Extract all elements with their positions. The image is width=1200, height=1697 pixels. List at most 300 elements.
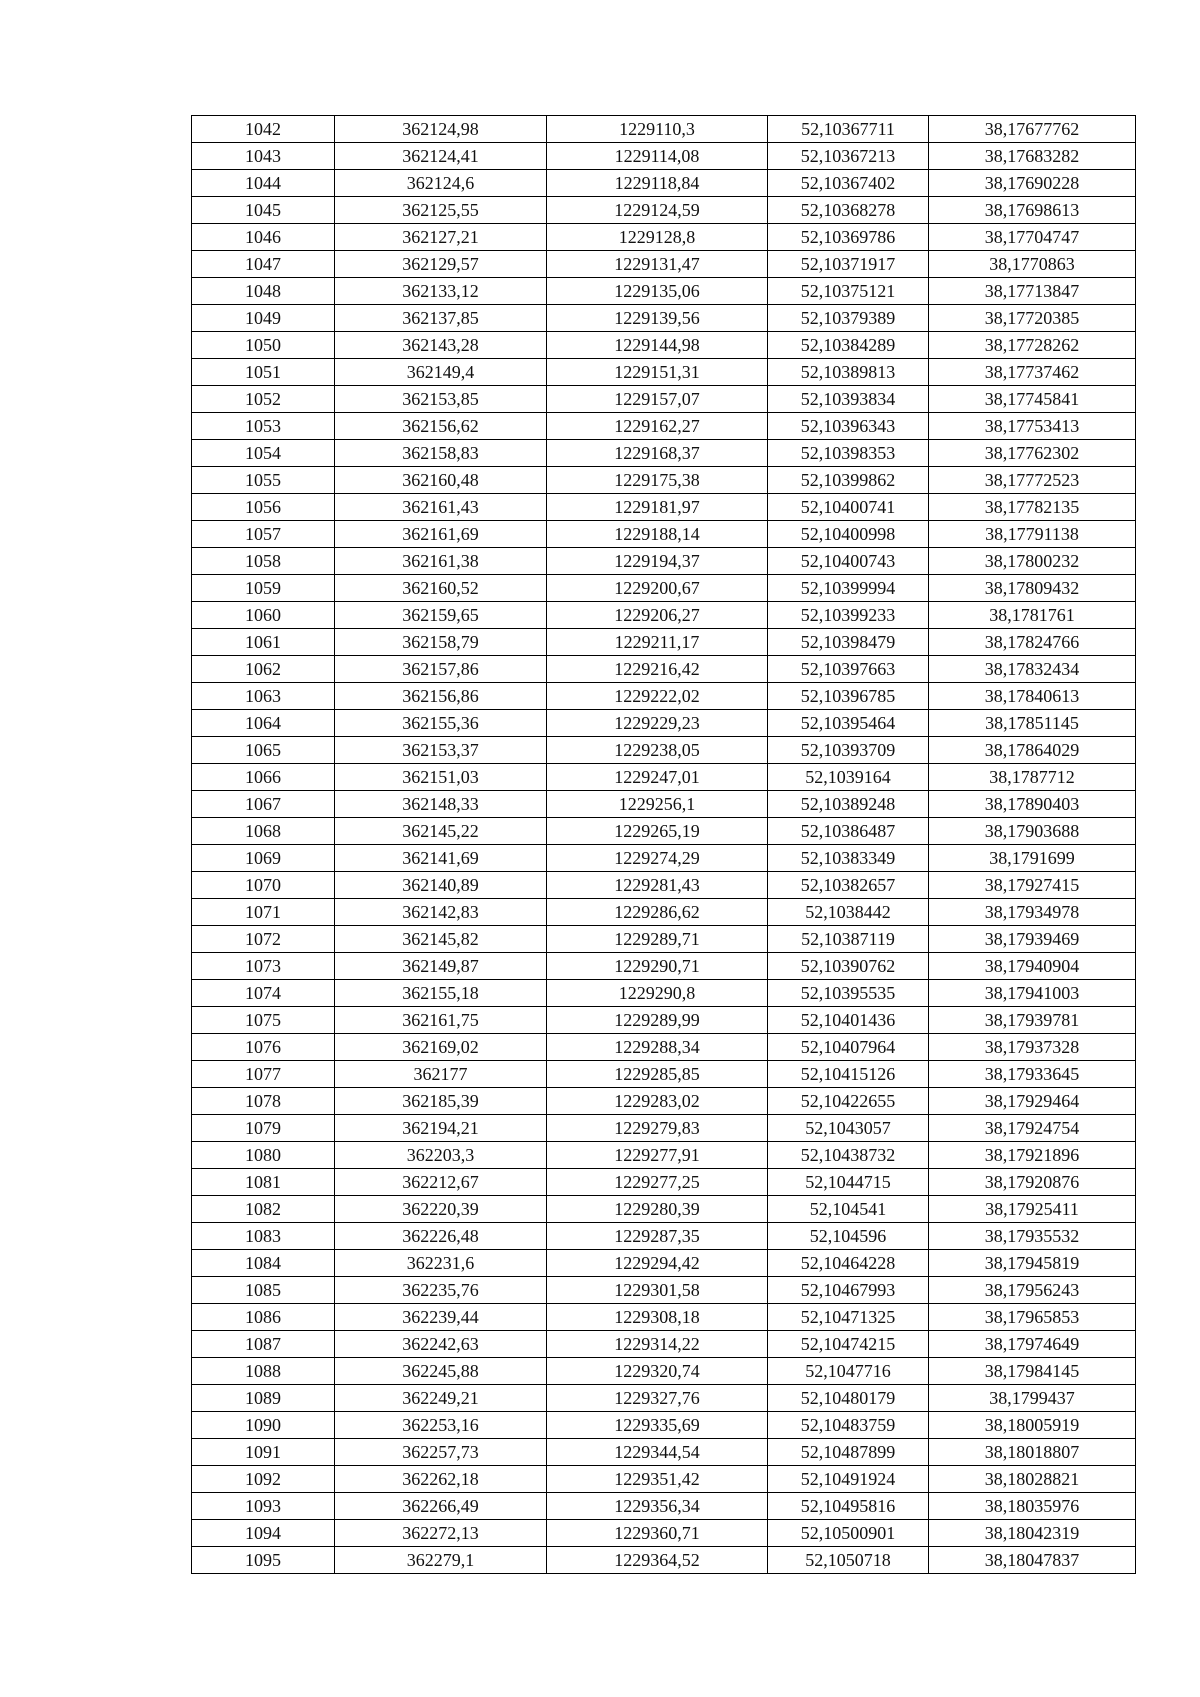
coordinates-table [191,115,1136,1574]
latitude-cell: 52,1050718 [768,1547,929,1574]
table-row [192,926,1136,953]
longitude-cell: 38,17704747 [929,224,1136,251]
point-number-cell: 1095 [192,1547,335,1574]
point-number-cell: 1058 [192,548,335,575]
point-number-cell: 1075 [192,1007,335,1034]
y-coordinate-cell: 1229308,18 [547,1304,768,1331]
table-row [192,1304,1136,1331]
table-row [192,332,1136,359]
longitude-cell: 38,17937328 [929,1034,1136,1061]
table-row [192,737,1136,764]
longitude-cell: 38,1791699 [929,845,1136,872]
latitude-cell: 52,10395535 [768,980,929,1007]
x-coordinate-cell: 362220,39 [335,1196,547,1223]
y-coordinate-cell: 1229135,06 [547,278,768,305]
point-number-cell: 1088 [192,1358,335,1385]
latitude-cell: 52,10474215 [768,1331,929,1358]
y-coordinate-cell: 1229162,27 [547,413,768,440]
longitude-cell: 38,17809432 [929,575,1136,602]
point-number-cell: 1052 [192,386,335,413]
longitude-cell: 38,1770863 [929,251,1136,278]
y-coordinate-cell: 1229344,54 [547,1439,768,1466]
point-number-cell: 1071 [192,899,335,926]
table-row [192,305,1136,332]
point-number-cell: 1050 [192,332,335,359]
table-row [192,980,1136,1007]
table-row [192,224,1136,251]
point-number-cell: 1067 [192,791,335,818]
point-number-cell: 1059 [192,575,335,602]
point-number-cell: 1066 [192,764,335,791]
longitude-cell: 38,17864029 [929,737,1136,764]
table-row [192,818,1136,845]
latitude-cell: 52,10389248 [768,791,929,818]
point-number-cell: 1074 [192,980,335,1007]
latitude-cell: 52,10487899 [768,1439,929,1466]
x-coordinate-cell: 362239,44 [335,1304,547,1331]
table-row [192,1520,1136,1547]
x-coordinate-cell: 362169,02 [335,1034,547,1061]
x-coordinate-cell: 362231,6 [335,1250,547,1277]
longitude-cell: 38,17974649 [929,1331,1136,1358]
x-coordinate-cell: 362129,57 [335,251,547,278]
x-coordinate-cell: 362262,18 [335,1466,547,1493]
table-row [192,143,1136,170]
latitude-cell: 52,10396343 [768,413,929,440]
longitude-cell: 38,17941003 [929,980,1136,1007]
point-number-cell: 1080 [192,1142,335,1169]
table-row [192,278,1136,305]
longitude-cell: 38,17939781 [929,1007,1136,1034]
point-number-cell: 1043 [192,143,335,170]
table-row [192,1358,1136,1385]
x-coordinate-cell: 362127,21 [335,224,547,251]
y-coordinate-cell: 1229290,71 [547,953,768,980]
point-number-cell: 1076 [192,1034,335,1061]
latitude-cell: 52,10395464 [768,710,929,737]
latitude-cell: 52,1047716 [768,1358,929,1385]
x-coordinate-cell: 362272,13 [335,1520,547,1547]
table-row [192,953,1136,980]
latitude-cell: 52,104541 [768,1196,929,1223]
y-coordinate-cell: 1229256,1 [547,791,768,818]
point-number-cell: 1051 [192,359,335,386]
longitude-cell: 38,1781761 [929,602,1136,629]
y-coordinate-cell: 1229157,07 [547,386,768,413]
x-coordinate-cell: 362159,65 [335,602,547,629]
latitude-cell: 52,10480179 [768,1385,929,1412]
x-coordinate-cell: 362155,36 [335,710,547,737]
longitude-cell: 38,17939469 [929,926,1136,953]
y-coordinate-cell: 1229283,02 [547,1088,768,1115]
y-coordinate-cell: 1229229,23 [547,710,768,737]
point-number-cell: 1094 [192,1520,335,1547]
longitude-cell: 38,18047837 [929,1547,1136,1574]
table-row [192,872,1136,899]
latitude-cell: 52,10375121 [768,278,929,305]
latitude-cell: 52,10383349 [768,845,929,872]
x-coordinate-cell: 362161,69 [335,521,547,548]
x-coordinate-cell: 362226,48 [335,1223,547,1250]
latitude-cell: 52,10483759 [768,1412,929,1439]
longitude-cell: 38,17965853 [929,1304,1136,1331]
longitude-cell: 38,17690228 [929,170,1136,197]
point-number-cell: 1048 [192,278,335,305]
table-row [192,413,1136,440]
longitude-cell: 38,17772523 [929,467,1136,494]
longitude-cell: 38,17984145 [929,1358,1136,1385]
latitude-cell: 52,10471325 [768,1304,929,1331]
x-coordinate-cell: 362137,85 [335,305,547,332]
table-row [192,548,1136,575]
y-coordinate-cell: 1229274,29 [547,845,768,872]
latitude-cell: 52,10367711 [768,116,929,143]
y-coordinate-cell: 1229327,76 [547,1385,768,1412]
latitude-cell: 52,10387119 [768,926,929,953]
point-number-cell: 1060 [192,602,335,629]
y-coordinate-cell: 1229151,31 [547,359,768,386]
y-coordinate-cell: 1229238,05 [547,737,768,764]
table-row [192,1142,1136,1169]
table-row [192,1493,1136,1520]
longitude-cell: 38,17713847 [929,278,1136,305]
longitude-cell: 38,17683282 [929,143,1136,170]
point-number-cell: 1062 [192,656,335,683]
point-number-cell: 1089 [192,1385,335,1412]
longitude-cell: 38,17934978 [929,899,1136,926]
latitude-cell: 52,10386487 [768,818,929,845]
y-coordinate-cell: 1229277,25 [547,1169,768,1196]
table-row [192,1466,1136,1493]
y-coordinate-cell: 1229320,74 [547,1358,768,1385]
point-number-cell: 1093 [192,1493,335,1520]
point-number-cell: 1053 [192,413,335,440]
longitude-cell: 38,1787712 [929,764,1136,791]
table-row [192,710,1136,737]
latitude-cell: 52,10495816 [768,1493,929,1520]
x-coordinate-cell: 362160,48 [335,467,547,494]
x-coordinate-cell: 362124,41 [335,143,547,170]
table-row [192,251,1136,278]
y-coordinate-cell: 1229139,56 [547,305,768,332]
point-number-cell: 1081 [192,1169,335,1196]
longitude-cell: 38,17753413 [929,413,1136,440]
x-coordinate-cell: 362203,3 [335,1142,547,1169]
point-number-cell: 1069 [192,845,335,872]
point-number-cell: 1055 [192,467,335,494]
table-row [192,1088,1136,1115]
longitude-cell: 38,17832434 [929,656,1136,683]
table-row [192,602,1136,629]
table-row [192,1385,1136,1412]
y-coordinate-cell: 1229181,97 [547,494,768,521]
longitude-cell: 38,17677762 [929,116,1136,143]
y-coordinate-cell: 1229265,19 [547,818,768,845]
y-coordinate-cell: 1229200,67 [547,575,768,602]
longitude-cell: 38,17720385 [929,305,1136,332]
latitude-cell: 52,10367213 [768,143,929,170]
longitude-cell: 38,17840613 [929,683,1136,710]
x-coordinate-cell: 362161,38 [335,548,547,575]
point-number-cell: 1057 [192,521,335,548]
x-coordinate-cell: 362142,83 [335,899,547,926]
longitude-cell: 38,17903688 [929,818,1136,845]
longitude-cell: 38,17782135 [929,494,1136,521]
point-number-cell: 1049 [192,305,335,332]
x-coordinate-cell: 362242,63 [335,1331,547,1358]
longitude-cell: 38,17698613 [929,197,1136,224]
y-coordinate-cell: 1229281,43 [547,872,768,899]
table-row [192,1061,1136,1088]
y-coordinate-cell: 1229128,8 [547,224,768,251]
longitude-cell: 38,18042319 [929,1520,1136,1547]
latitude-cell: 52,10400741 [768,494,929,521]
latitude-cell: 52,10400998 [768,521,929,548]
longitude-cell: 38,17940904 [929,953,1136,980]
x-coordinate-cell: 362145,82 [335,926,547,953]
point-number-cell: 1073 [192,953,335,980]
table-row [192,170,1136,197]
x-coordinate-cell: 362160,52 [335,575,547,602]
y-coordinate-cell: 1229280,39 [547,1196,768,1223]
x-coordinate-cell: 362194,21 [335,1115,547,1142]
x-coordinate-cell: 362245,88 [335,1358,547,1385]
table-row [192,1115,1136,1142]
y-coordinate-cell: 1229124,59 [547,197,768,224]
y-coordinate-cell: 1229289,71 [547,926,768,953]
longitude-cell: 38,1799437 [929,1385,1136,1412]
latitude-cell: 52,10438732 [768,1142,929,1169]
y-coordinate-cell: 1229114,08 [547,143,768,170]
table-row [192,1034,1136,1061]
y-coordinate-cell: 1229290,8 [547,980,768,1007]
y-coordinate-cell: 1229247,01 [547,764,768,791]
x-coordinate-cell: 362249,21 [335,1385,547,1412]
latitude-cell: 52,10369786 [768,224,929,251]
y-coordinate-cell: 1229286,62 [547,899,768,926]
x-coordinate-cell: 362161,43 [335,494,547,521]
y-coordinate-cell: 1229277,91 [547,1142,768,1169]
y-coordinate-cell: 1229301,58 [547,1277,768,1304]
longitude-cell: 38,17929464 [929,1088,1136,1115]
longitude-cell: 38,17824766 [929,629,1136,656]
point-number-cell: 1079 [192,1115,335,1142]
latitude-cell: 52,10384289 [768,332,929,359]
x-coordinate-cell: 362124,98 [335,116,547,143]
longitude-cell: 38,18035976 [929,1493,1136,1520]
table-row [192,575,1136,602]
table-row [192,1250,1136,1277]
table-row [192,845,1136,872]
point-number-cell: 1047 [192,251,335,278]
latitude-cell: 52,10400743 [768,548,929,575]
coordinates-table-body [192,116,1136,1574]
point-number-cell: 1064 [192,710,335,737]
table-row [192,1439,1136,1466]
latitude-cell: 52,10491924 [768,1466,929,1493]
longitude-cell: 38,17762302 [929,440,1136,467]
longitude-cell: 38,17745841 [929,386,1136,413]
point-number-cell: 1078 [192,1088,335,1115]
x-coordinate-cell: 362140,89 [335,872,547,899]
latitude-cell: 52,104596 [768,1223,929,1250]
x-coordinate-cell: 362148,33 [335,791,547,818]
x-coordinate-cell: 362153,85 [335,386,547,413]
x-coordinate-cell: 362153,37 [335,737,547,764]
point-number-cell: 1077 [192,1061,335,1088]
x-coordinate-cell: 362149,87 [335,953,547,980]
latitude-cell: 52,10398353 [768,440,929,467]
x-coordinate-cell: 362143,28 [335,332,547,359]
y-coordinate-cell: 1229314,22 [547,1331,768,1358]
y-coordinate-cell: 1229188,14 [547,521,768,548]
y-coordinate-cell: 1229216,42 [547,656,768,683]
table-row [192,1547,1136,1574]
y-coordinate-cell: 1229118,84 [547,170,768,197]
y-coordinate-cell: 1229144,98 [547,332,768,359]
latitude-cell: 52,1044715 [768,1169,929,1196]
point-number-cell: 1042 [192,116,335,143]
point-number-cell: 1090 [192,1412,335,1439]
point-number-cell: 1092 [192,1466,335,1493]
latitude-cell: 52,1043057 [768,1115,929,1142]
latitude-cell: 52,10397663 [768,656,929,683]
table-row [192,764,1136,791]
table-row [192,521,1136,548]
point-number-cell: 1044 [192,170,335,197]
latitude-cell: 52,10467993 [768,1277,929,1304]
longitude-cell: 38,17933645 [929,1061,1136,1088]
x-coordinate-cell: 362253,16 [335,1412,547,1439]
table-row [192,1196,1136,1223]
point-number-cell: 1061 [192,629,335,656]
y-coordinate-cell: 1229285,85 [547,1061,768,1088]
longitude-cell: 38,18018807 [929,1439,1136,1466]
point-number-cell: 1068 [192,818,335,845]
longitude-cell: 38,17945819 [929,1250,1136,1277]
x-coordinate-cell: 362124,6 [335,170,547,197]
table-row [192,440,1136,467]
table-row [192,116,1136,143]
table-row [192,683,1136,710]
y-coordinate-cell: 1229168,37 [547,440,768,467]
latitude-cell: 52,10379389 [768,305,929,332]
x-coordinate-cell: 362156,62 [335,413,547,440]
x-coordinate-cell: 362235,76 [335,1277,547,1304]
latitude-cell: 52,10389813 [768,359,929,386]
longitude-cell: 38,17935532 [929,1223,1136,1250]
point-number-cell: 1065 [192,737,335,764]
point-number-cell: 1083 [192,1223,335,1250]
x-coordinate-cell: 362151,03 [335,764,547,791]
y-coordinate-cell: 1229211,17 [547,629,768,656]
latitude-cell: 52,1038442 [768,899,929,926]
longitude-cell: 38,18005919 [929,1412,1136,1439]
longitude-cell: 38,17956243 [929,1277,1136,1304]
y-coordinate-cell: 1229206,27 [547,602,768,629]
longitude-cell: 38,17890403 [929,791,1136,818]
latitude-cell: 52,10407964 [768,1034,929,1061]
point-number-cell: 1070 [192,872,335,899]
y-coordinate-cell: 1229287,35 [547,1223,768,1250]
latitude-cell: 52,10401436 [768,1007,929,1034]
y-coordinate-cell: 1229360,71 [547,1520,768,1547]
table-row [192,629,1136,656]
table-row [192,1277,1136,1304]
y-coordinate-cell: 1229351,42 [547,1466,768,1493]
latitude-cell: 52,1039164 [768,764,929,791]
latitude-cell: 52,10393709 [768,737,929,764]
latitude-cell: 52,10368278 [768,197,929,224]
x-coordinate-cell: 362155,18 [335,980,547,1007]
x-coordinate-cell: 362141,69 [335,845,547,872]
x-coordinate-cell: 362158,83 [335,440,547,467]
longitude-cell: 38,17800232 [929,548,1136,575]
x-coordinate-cell: 362149,4 [335,359,547,386]
longitude-cell: 38,17791138 [929,521,1136,548]
x-coordinate-cell: 362157,86 [335,656,547,683]
y-coordinate-cell: 1229110,3 [547,116,768,143]
latitude-cell: 52,10390762 [768,953,929,980]
table-row [192,386,1136,413]
table-row [192,467,1136,494]
point-number-cell: 1046 [192,224,335,251]
latitude-cell: 52,10500901 [768,1520,929,1547]
x-coordinate-cell: 362133,12 [335,278,547,305]
x-coordinate-cell: 362125,55 [335,197,547,224]
y-coordinate-cell: 1229356,34 [547,1493,768,1520]
y-coordinate-cell: 1229335,69 [547,1412,768,1439]
longitude-cell: 38,17927415 [929,872,1136,899]
longitude-cell: 38,18028821 [929,1466,1136,1493]
x-coordinate-cell: 362177 [335,1061,547,1088]
point-number-cell: 1086 [192,1304,335,1331]
point-number-cell: 1085 [192,1277,335,1304]
table-row [192,1331,1136,1358]
y-coordinate-cell: 1229131,47 [547,251,768,278]
point-number-cell: 1084 [192,1250,335,1277]
latitude-cell: 52,10464228 [768,1250,929,1277]
longitude-cell: 38,17925411 [929,1196,1136,1223]
y-coordinate-cell: 1229279,83 [547,1115,768,1142]
table-row [192,359,1136,386]
table-row [192,899,1136,926]
latitude-cell: 52,10371917 [768,251,929,278]
point-number-cell: 1054 [192,440,335,467]
y-coordinate-cell: 1229288,34 [547,1034,768,1061]
longitude-cell: 38,17920876 [929,1169,1136,1196]
longitude-cell: 38,17737462 [929,359,1136,386]
latitude-cell: 52,10415126 [768,1061,929,1088]
x-coordinate-cell: 362212,67 [335,1169,547,1196]
point-number-cell: 1056 [192,494,335,521]
latitude-cell: 52,10422655 [768,1088,929,1115]
longitude-cell: 38,17921896 [929,1142,1136,1169]
y-coordinate-cell: 1229289,99 [547,1007,768,1034]
latitude-cell: 52,10367402 [768,170,929,197]
y-coordinate-cell: 1229222,02 [547,683,768,710]
table-row [192,494,1136,521]
y-coordinate-cell: 1229294,42 [547,1250,768,1277]
latitude-cell: 52,10393834 [768,386,929,413]
table-row [192,197,1136,224]
latitude-cell: 52,10399233 [768,602,929,629]
x-coordinate-cell: 362156,86 [335,683,547,710]
table-row [192,791,1136,818]
table-row [192,1169,1136,1196]
point-number-cell: 1087 [192,1331,335,1358]
x-coordinate-cell: 362161,75 [335,1007,547,1034]
